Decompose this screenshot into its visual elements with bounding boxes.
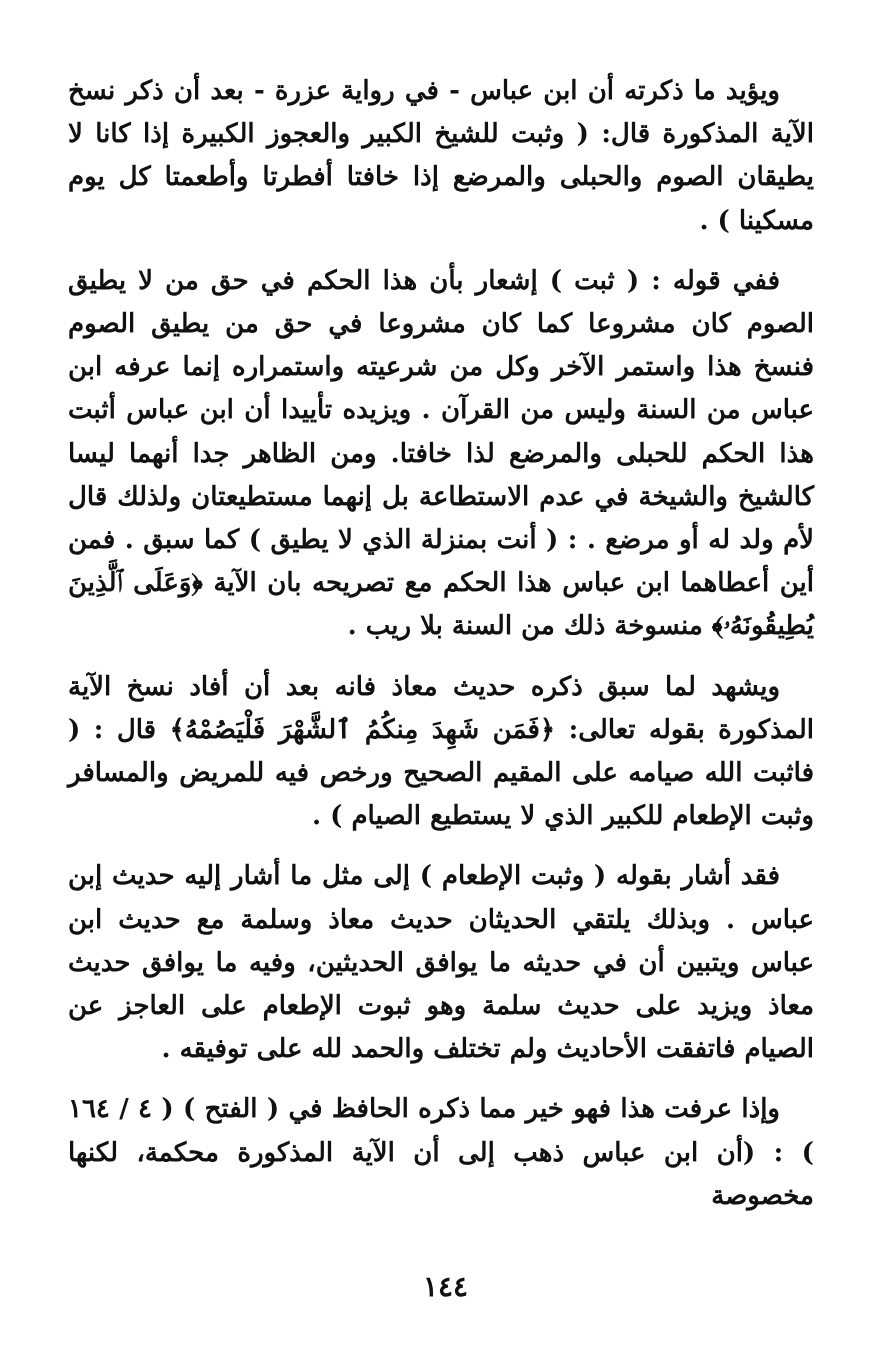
page-body (68, 70, 814, 1235)
paragraph-2: ففي قوله : ( ثبت ) إشعار بأن هذا الحكم في حق من لا يطيق الصوم كان مشروعا كما كان مشروعا في حق من يطيق الصوم فنسخ هذا واستمر الآخر وكل من شرعيته واستمراره إنما عرفه ابن عباس من السنة وليس من القرآن . ويزيده تأييدا أن ابن عباس أثبت هذا الحكم للحبلى والمرضع لذا خافتا. ومن الظاهر جدا أنهما ليسا كالشيخ والشيخة في عدم الاستطاعة بل إنهما مستطيعتان ولذلك قال لأم ولد له أو مرضع . : ( أنت بمنزلة الذي لا يطيق ) كما سبق . فمن أين أعطاهما ابن عباس هذا الحكم مع تصريحه بان الآية ﴿وَعَلَى ٱلَّذِينَ يُطِيقُونَهُۥ﴾ منسوخة ذلك من السنة بلا ريب . (68, 265, 814, 642)
paragraph-3: ويشهد لما سبق ذكره حديث معاذ فانه بعد أن أفاد نسخ الآية المذكورة بقوله تعالى: ﴿فَمَن شَهِدَ مِنكُمُ ٱلشَّهْرَ فَلْيَصُمْهُ﴾ قال : ( فاثبت الله صيامه على المقيم الصحيح ورخص فيه للمريض والمسافر وثبت الإطعام للكبير الذي لا يستطيع الصيام ) . (68, 671, 814, 832)
paragraph-5: وإذا عرفت هذا فهو خير مما ذكره الحافظ في ( الفتح ) ( ٤ / ١٦٤ ) : (أن ابن عباس ذهب إلى أن الآية المذكورة محكمة، لكنها مخصوصة (68, 1094, 814, 1211)
paragraph-1: ويؤيد ما ذكرته أن ابن عباس - في رواية عزرة - بعد أن ذكر نسخ الآية المذكورة قال: ( وثبت للشيخ الكبير والعجوز الكبيرة إذا كانا لا يطيقان الصوم والحبلى والمرضع إذا خافتا أفطرتا وأطعمتا كل يوم مسكينا ) . (68, 76, 814, 236)
page-number: ١٤٤ (422, 1270, 469, 1303)
paragraph-4: فقد أشار بقوله ( وثبت الإطعام ) إلى مثل ما أشار إليه حديث إبن عباس . وبذلك يلتقي الحديثان حديث معاذ وسلمة مع حديث ابن عباس ويتبين أن في حديثه ما يوافق الحديثين، وفيه ما يوافق حديث معاذ ويزيد على حديث سلمة وهو ثبوت الإطعام على العاجز عن الصيام فاتفقت الأحاديث ولم تختلف والحمد لله على توفيقه . (68, 861, 814, 1065)
